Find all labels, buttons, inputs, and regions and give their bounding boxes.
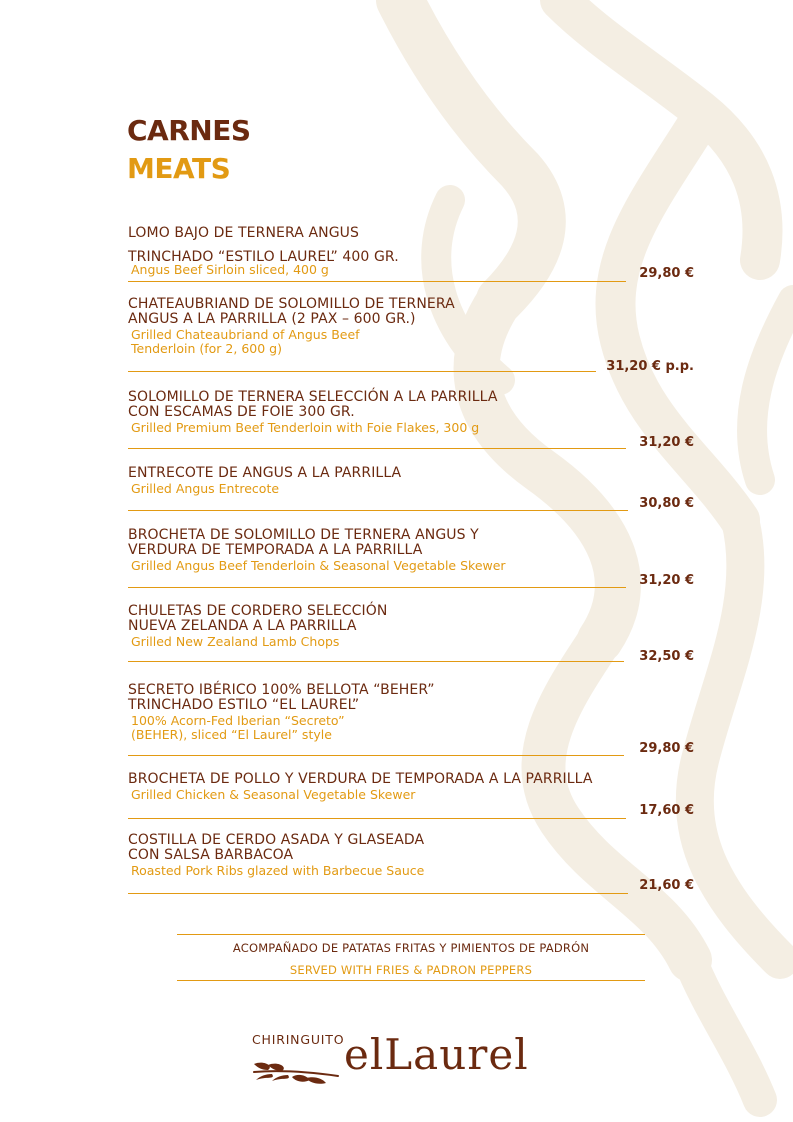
sides-note-en: SERVED WITH FRIES & PADRON PEPPERS bbox=[289, 963, 533, 977]
menu-item-rule bbox=[128, 818, 626, 819]
menu-item-description: Grilled Chicken & Seasonal Vegetable Skewer bbox=[131, 787, 416, 802]
menu-item-name: CHULETAS DE CORDERO SELECCIÓN NUEVA ZELANDA A LA PARRILLA bbox=[128, 603, 388, 634]
section-title-en: MEATS bbox=[127, 152, 231, 185]
menu-item-name: SECRETO IBÉRICO 100% BELLOTA “BEHER” TRINCHADO ESTILO “EL LAUREL” bbox=[128, 682, 435, 713]
menu-item-rule bbox=[128, 371, 596, 372]
menu-item-description: Grilled Angus Beef Tenderloin & Seasonal Vegetable Skewer bbox=[131, 558, 506, 573]
menu-item-rule bbox=[128, 448, 626, 449]
menu-item-name: LOMO BAJO DE TERNERA ANGUS TRINCHADO “ESTILO LAUREL” 400 GR. bbox=[128, 225, 399, 265]
menu-item-name: BROCHETA DE SOLOMILLO DE TERNERA ANGUS Y VERDURA DE TEMPORADA A LA PARRILLA bbox=[128, 527, 479, 558]
menu-item-name: CHATEAUBRIAND DE SOLOMILLO DE TERNERA ANGUS A LA PARRILLA (2 PAX – 600 GR.) bbox=[128, 296, 455, 327]
menu-item-price: 31,20 € bbox=[639, 573, 694, 588]
menu-item-description: Grilled Premium Beef Tenderloin with Foie Flakes, 300 g bbox=[131, 420, 480, 435]
menu-item-description: Grilled Chateaubriand of Angus Beef Tenderloin (for 2, 600 g) bbox=[131, 327, 360, 356]
menu-item-description: 100% Acorn-Fed Iberian “Secreto” (BEHER), sliced “El Laurel” style bbox=[131, 713, 345, 742]
brand-logo bbox=[250, 1030, 580, 1090]
menu-item-price: 29,80 € bbox=[639, 266, 694, 281]
menu-item bbox=[128, 772, 694, 822]
menu-item-rule bbox=[128, 893, 628, 894]
menu-item-name: COSTILLA DE CERDO ASADA Y GLASEADA CON SALSA BARBACOA bbox=[128, 832, 425, 863]
menu-item-description: Angus Beef Sirloin sliced, 400 g bbox=[131, 262, 329, 277]
menu-item bbox=[128, 221, 694, 283]
section-title-es: CARNES bbox=[127, 114, 251, 147]
laurel-branch-icon bbox=[250, 1056, 342, 1086]
menu-item-description: Roasted Pork Ribs glazed with Barbecue Sauce bbox=[131, 863, 425, 878]
menu-item-description: Grilled Angus Entrecote bbox=[131, 481, 280, 496]
menu-item-rule bbox=[128, 587, 626, 588]
menu-item bbox=[128, 297, 694, 372]
menu-item bbox=[128, 604, 694, 666]
logo-wordmark: elLaurel bbox=[344, 1030, 529, 1079]
menu-item-price: 32,50 € bbox=[639, 649, 694, 664]
menu-item-rule bbox=[128, 661, 624, 662]
menu-item-rule bbox=[128, 281, 626, 282]
menu-item-price: 31,20 € p.p. bbox=[606, 359, 694, 374]
menu-item-price: 21,60 € bbox=[639, 878, 694, 893]
menu-item-name: SOLOMILLO DE TERNERA SELECCIÓN A LA PARRILLA CON ESCAMAS DE FOIE 300 GR. bbox=[128, 389, 498, 420]
menu-item bbox=[128, 683, 694, 759]
menu-item bbox=[128, 466, 694, 512]
sides-note bbox=[177, 934, 645, 981]
menu-item bbox=[128, 833, 694, 895]
menu-item-price: 29,80 € bbox=[639, 741, 694, 756]
menu-item-name: ENTRECOTE DE ANGUS A LA PARRILLA bbox=[128, 465, 402, 481]
menu-item-rule bbox=[128, 755, 624, 756]
menu-item-name: BROCHETA DE POLLO Y VERDURA DE TEMPORADA A LA PARRILLA bbox=[128, 771, 593, 787]
menu-item-rule bbox=[128, 510, 628, 511]
menu-item bbox=[128, 528, 694, 590]
sides-note-es: ACOMPAÑADO DE PATATAS FRITAS Y PIMIENTOS DE PADRÓN bbox=[232, 941, 590, 955]
menu-item-price: 31,20 € bbox=[639, 435, 694, 450]
menu-item-price: 17,60 € bbox=[639, 803, 694, 818]
menu-item bbox=[128, 390, 694, 450]
menu-item-description: Grilled New Zealand Lamb Chops bbox=[131, 634, 340, 649]
logo-subtitle: CHIRINGUITO bbox=[252, 1032, 345, 1047]
menu-item-price: 30,80 € bbox=[639, 496, 694, 511]
